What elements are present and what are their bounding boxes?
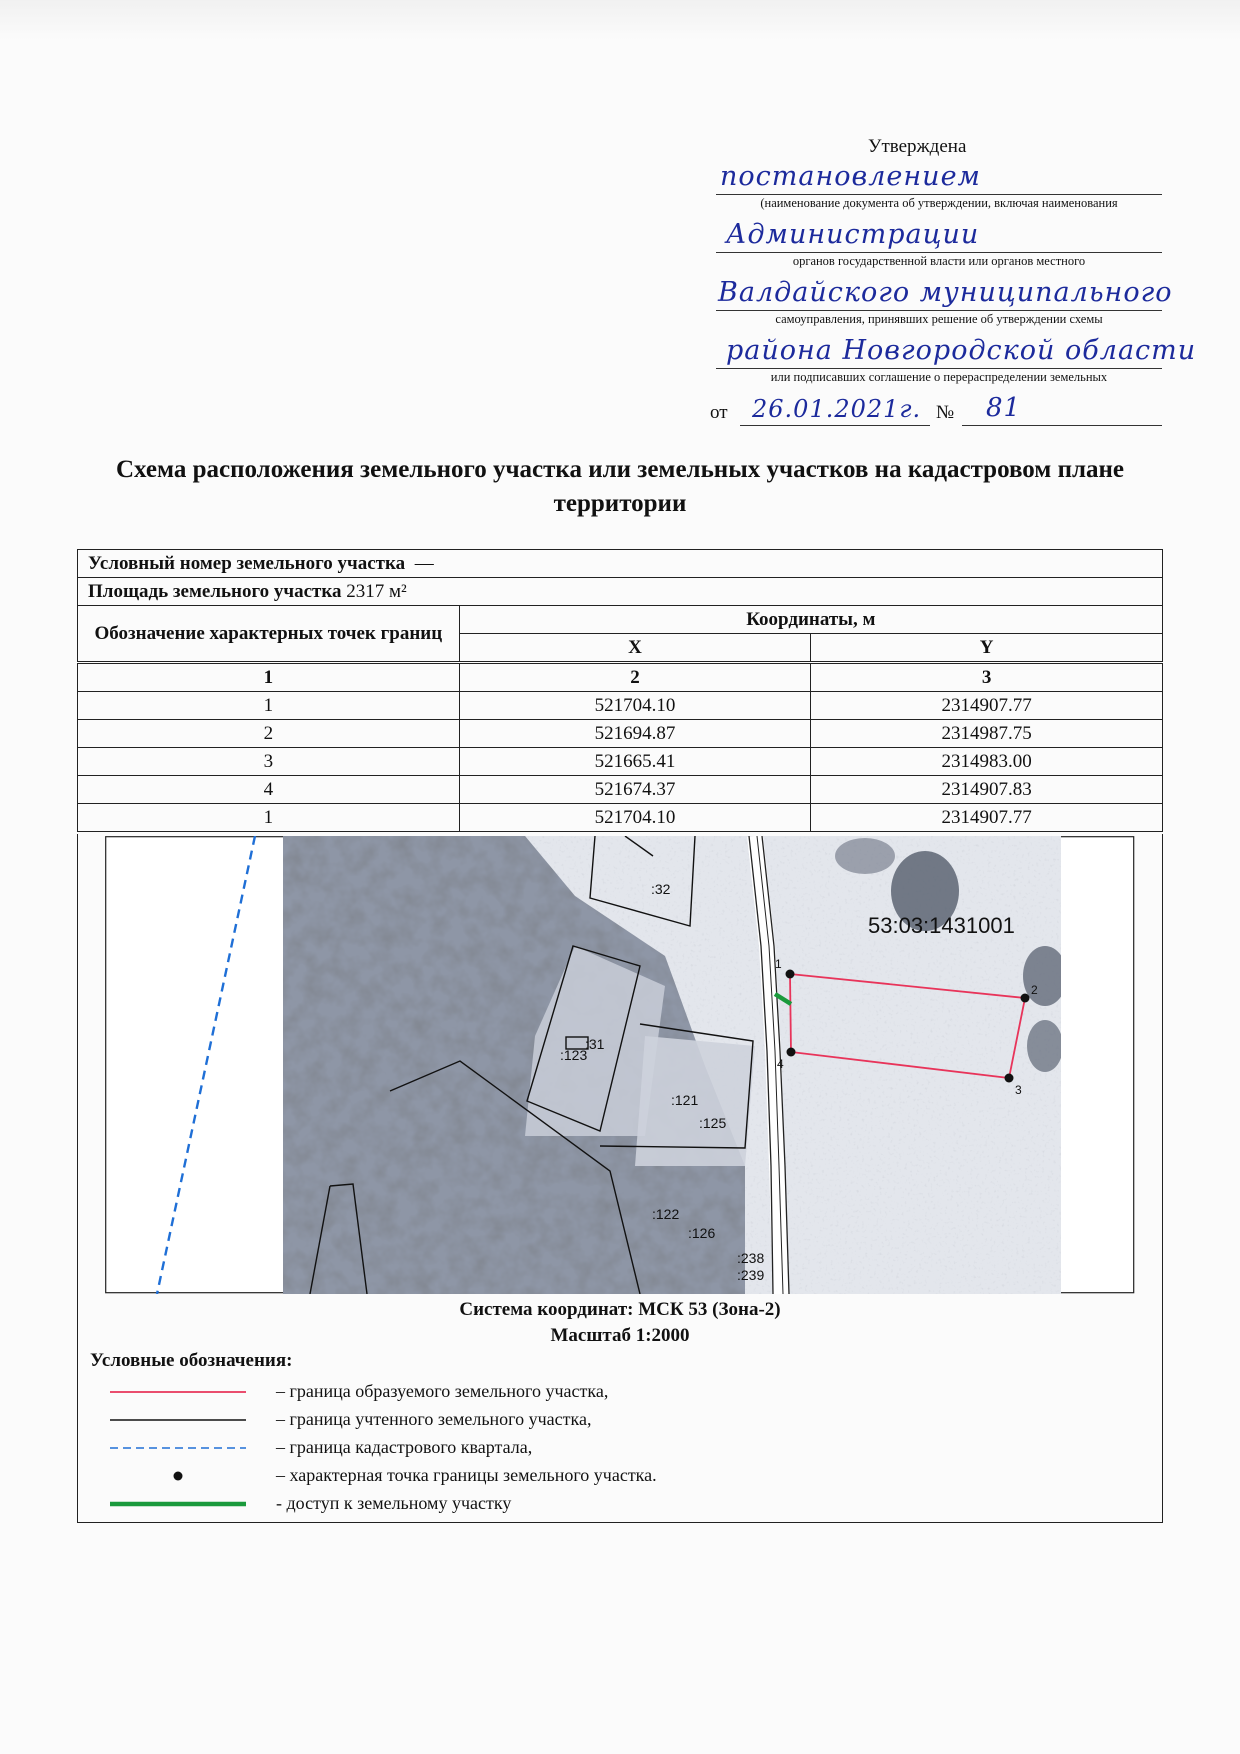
table-row bbox=[78, 776, 1163, 804]
red-line-symbol bbox=[110, 1378, 246, 1406]
point-cell: 3 bbox=[78, 748, 460, 776]
point-3-marker bbox=[1005, 1074, 1014, 1083]
point-label: 4 bbox=[777, 1057, 784, 1071]
table-row bbox=[78, 748, 1163, 776]
legend-text: – граница кадастрового квартала, bbox=[276, 1437, 533, 1457]
handwritten-authority-2: Валдайского муниципального bbox=[718, 277, 1173, 308]
parcel-label: :121 bbox=[671, 1092, 699, 1108]
point-label: 1 bbox=[775, 957, 782, 971]
parcel-label: :31 bbox=[585, 1036, 605, 1052]
area-value: 2317 м² bbox=[346, 580, 407, 602]
legend-text: – граница учтенного земельного участка, bbox=[276, 1409, 592, 1429]
x-cell: 521704.10 bbox=[459, 692, 811, 720]
parcel-label: :126 bbox=[688, 1225, 716, 1241]
handwritten-date: 26.01.2021г. bbox=[752, 395, 922, 423]
coordinate-system: Система координат: МСК 53 (Зона-2) bbox=[459, 1299, 781, 1320]
green-line-symbol bbox=[110, 1490, 246, 1518]
cadastral-map bbox=[105, 836, 1135, 1294]
coords-header: Координаты, м bbox=[459, 606, 1162, 634]
number-sign: № bbox=[936, 402, 955, 423]
col-number-1: 1 bbox=[78, 663, 460, 692]
black-dot-symbol bbox=[110, 1462, 246, 1490]
col-number-2: 2 bbox=[459, 663, 811, 692]
x-cell: 521704.10 bbox=[459, 804, 811, 832]
area-label: Площадь земельного участка bbox=[88, 580, 342, 602]
table-row bbox=[78, 804, 1163, 832]
parcel-number-label: Условный номер земельного участка bbox=[88, 552, 406, 574]
approval-line-1 bbox=[716, 162, 1162, 195]
map-scale: Масштаб 1:2000 bbox=[550, 1325, 690, 1346]
approval-line-2 bbox=[716, 220, 1162, 253]
point-label: 2 bbox=[1031, 983, 1038, 997]
coordinate-system-block bbox=[77, 1297, 1163, 1349]
approval-line-4 bbox=[716, 335, 1197, 369]
legend-item bbox=[110, 1406, 1110, 1434]
parcel-label: :122 bbox=[652, 1206, 680, 1222]
legend-text: – характерная точка границы земельного участка. bbox=[276, 1465, 657, 1485]
parcel-label: :125 bbox=[699, 1115, 727, 1131]
approval-caption-4: или подписавших соглашение о перераспределении земельных bbox=[770, 370, 1108, 384]
approved-title: Утверждена bbox=[868, 136, 967, 157]
handwritten-document-type: постановлением bbox=[720, 161, 981, 192]
point-1-marker bbox=[786, 970, 795, 979]
quarter-label: 53:03:1431001 bbox=[868, 913, 1015, 938]
y-cell: 2314907.83 bbox=[811, 776, 1163, 804]
aerial-photo bbox=[283, 836, 1067, 1294]
legend-item bbox=[110, 1490, 1110, 1518]
legend-item bbox=[110, 1378, 1110, 1406]
point-cell: 1 bbox=[78, 692, 460, 720]
point-cell: 2 bbox=[78, 720, 460, 748]
y-header: Y bbox=[811, 634, 1163, 663]
legend-text: – граница образуемого земельного участка, bbox=[276, 1381, 609, 1401]
legend-item bbox=[110, 1462, 1110, 1490]
y-cell: 2314907.77 bbox=[811, 692, 1163, 720]
point-label: 3 bbox=[1015, 1083, 1022, 1097]
col-number-3: 3 bbox=[811, 663, 1163, 692]
legend-text: - доступ к земельному участку bbox=[276, 1493, 512, 1513]
legend-item bbox=[110, 1434, 1110, 1462]
scan-shadow bbox=[0, 0, 1240, 40]
x-cell: 521674.37 bbox=[459, 776, 811, 804]
parcel-label: :238 bbox=[737, 1250, 765, 1266]
handwritten-district: района Новгородской области bbox=[726, 335, 1197, 366]
point-cell: 1 bbox=[78, 804, 460, 832]
date-prefix: от bbox=[710, 402, 728, 423]
document-title: Схема расположения земельного участка или земельных участков на кадастровом плане территории bbox=[115, 456, 1125, 517]
parcel-number-value: — bbox=[414, 552, 434, 574]
black-line-symbol bbox=[110, 1406, 246, 1434]
point-4-marker bbox=[787, 1048, 796, 1057]
approval-line-3 bbox=[716, 277, 1173, 311]
approval-caption-3: самоуправления, принявших решение об утверждении схемы bbox=[775, 312, 1103, 326]
parcel-number-row bbox=[78, 550, 1163, 578]
parcel-label: :123 bbox=[560, 1047, 588, 1063]
approval-caption-1: (наименование документа об утверждении, включая наименования bbox=[760, 196, 1118, 210]
y-cell: 2314907.77 bbox=[811, 804, 1163, 832]
point-cell: 4 bbox=[78, 776, 460, 804]
table-row bbox=[78, 692, 1163, 720]
legend-title: Условные обозначения: bbox=[90, 1350, 293, 1371]
handwritten-authority: Администрации bbox=[726, 219, 980, 250]
approval-date-row bbox=[710, 394, 1162, 426]
parcel-label: :239 bbox=[737, 1267, 765, 1283]
parcel-label: :32 bbox=[651, 881, 671, 897]
handwritten-number: 81 bbox=[986, 393, 1022, 423]
blue-dashed-line-symbol bbox=[110, 1434, 246, 1462]
y-cell: 2314987.75 bbox=[811, 720, 1163, 748]
number-line bbox=[962, 395, 1162, 426]
approval-caption-2: органов государственной власти или органов местного bbox=[792, 254, 1086, 268]
x-cell: 521694.87 bbox=[459, 720, 811, 748]
x-header: X bbox=[459, 634, 811, 663]
x-cell: 521665.41 bbox=[459, 748, 811, 776]
table-row bbox=[78, 720, 1163, 748]
y-cell: 2314983.00 bbox=[811, 748, 1163, 776]
points-header: Обозначение характерных точек границ bbox=[78, 606, 460, 663]
coordinates-table bbox=[77, 549, 1163, 832]
area-row bbox=[78, 578, 1163, 606]
date-line bbox=[740, 395, 930, 426]
point-2-marker bbox=[1021, 994, 1030, 1003]
